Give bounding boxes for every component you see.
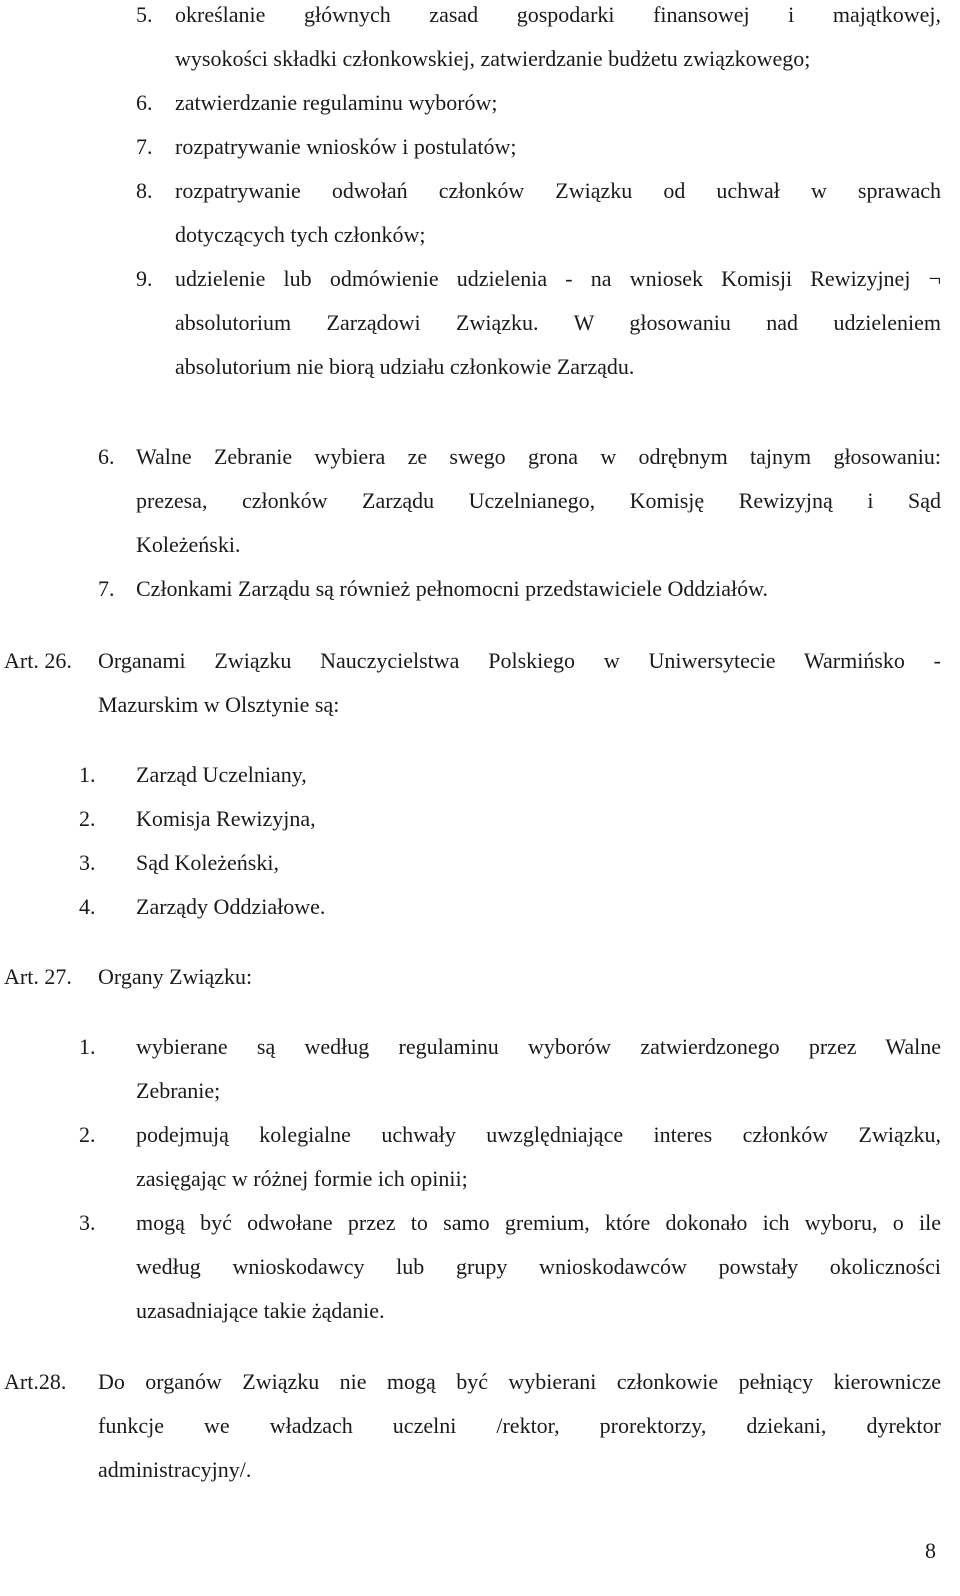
page-number: 8 <box>925 1538 936 1563</box>
point-text: Członkami Zarządu są również pełnomocni przedstawiciele Oddziałów. <box>136 576 769 601</box>
list-item-text: Komisja Rewizyjna, <box>136 806 316 831</box>
article-label: Art.28. <box>4 1369 67 1394</box>
list-item-text: mogą być odwołane przez to samo gremium, które dokonało ich wyboru, o ile <box>136 1210 941 1235</box>
list-number: 8. <box>136 178 153 203</box>
list-item-text: Zarządy Oddziałowe. <box>136 894 326 919</box>
point-number: 6. <box>98 444 115 469</box>
article-text: funkcje we władzach uczelni /rektor, prorektorzy, dziekani, dyrektor <box>98 1413 941 1438</box>
list-item-text: udzielenie lub odmówienie udzielenia - na wniosek Komisji Rewizyjnej ¬ <box>175 266 941 291</box>
list-item-text: uzasadniające takie żądanie. <box>136 1298 385 1323</box>
point-text: Koleżeński. <box>136 532 241 557</box>
list-number: 9. <box>136 266 153 291</box>
article-text: administracyjny/. <box>98 1457 252 1482</box>
list-number: 1. <box>79 762 96 787</box>
point-number: 7. <box>98 576 115 601</box>
list-item-text: Zarząd Uczelniany, <box>136 762 307 787</box>
list-item-text: zasięgając w różnej formie ich opinii; <box>136 1166 468 1191</box>
list-number: 1. <box>79 1034 96 1059</box>
list-number: 2. <box>79 806 96 831</box>
list-item-text: podejmują kolegialne uchwały uwzględniające interes członków Związku, <box>136 1122 941 1147</box>
article-heading: Organy Związku: <box>98 964 253 989</box>
list-item-text: określanie głównych zasad gospodarki finansowej i majątkowej, <box>175 2 941 27</box>
list-item-text: rozpatrywanie odwołań członków Związku od uchwał w sprawach <box>175 178 941 203</box>
list-number: 7. <box>136 134 153 159</box>
article-label: Art. 27. <box>4 964 72 989</box>
list-item-text: Zebranie; <box>136 1078 221 1103</box>
article-text: Mazurskim w Olsztynie są: <box>98 692 340 717</box>
list-number: 6. <box>136 90 153 115</box>
list-item-text: dotyczących tych członków; <box>175 222 426 247</box>
point-text: prezesa, członków Zarządu Uczelnianego, Komisję Rewizyjną i Sąd <box>136 488 941 513</box>
list-item-text: absolutorium Zarządowi Związku. W głosowaniu nad udzieleniem <box>175 310 941 335</box>
list-item-text: zatwierdzanie regulaminu wyborów; <box>175 90 498 115</box>
list-item-text: według wnioskodawcy lub grupy wnioskodawców powstały okoliczności <box>136 1254 941 1279</box>
list-number: 3. <box>79 1210 96 1235</box>
article-text: Do organów Związku nie mogą być wybierani członkowie pełniący kierownicze <box>98 1369 941 1394</box>
list-number: 3. <box>79 850 96 875</box>
article-text: Organami Związku Nauczycielstwa Polskiego w Uniwersytecie Warmińsko - <box>98 648 941 673</box>
article-label: Art. 26. <box>4 648 72 673</box>
list-number: 2. <box>79 1122 96 1147</box>
list-item-text: rozpatrywanie wniosków i postulatów; <box>175 134 517 159</box>
point-text: Walne Zebranie wybiera ze swego grona w odrębnym tajnym głosowaniu: <box>136 444 941 469</box>
list-number: 5. <box>136 2 153 27</box>
list-item-text: Sąd Koleżeński, <box>136 850 279 875</box>
list-item-text: absolutorium nie biorą udziału członkowie Zarządu. <box>175 354 635 379</box>
list-number: 4. <box>79 894 96 919</box>
list-item-text: wysokości składki członkowskiej, zatwierdzanie budżetu związkowego; <box>175 46 811 71</box>
list-item-text: wybierane są według regulaminu wyborów zatwierdzonego przez Walne <box>136 1034 941 1059</box>
